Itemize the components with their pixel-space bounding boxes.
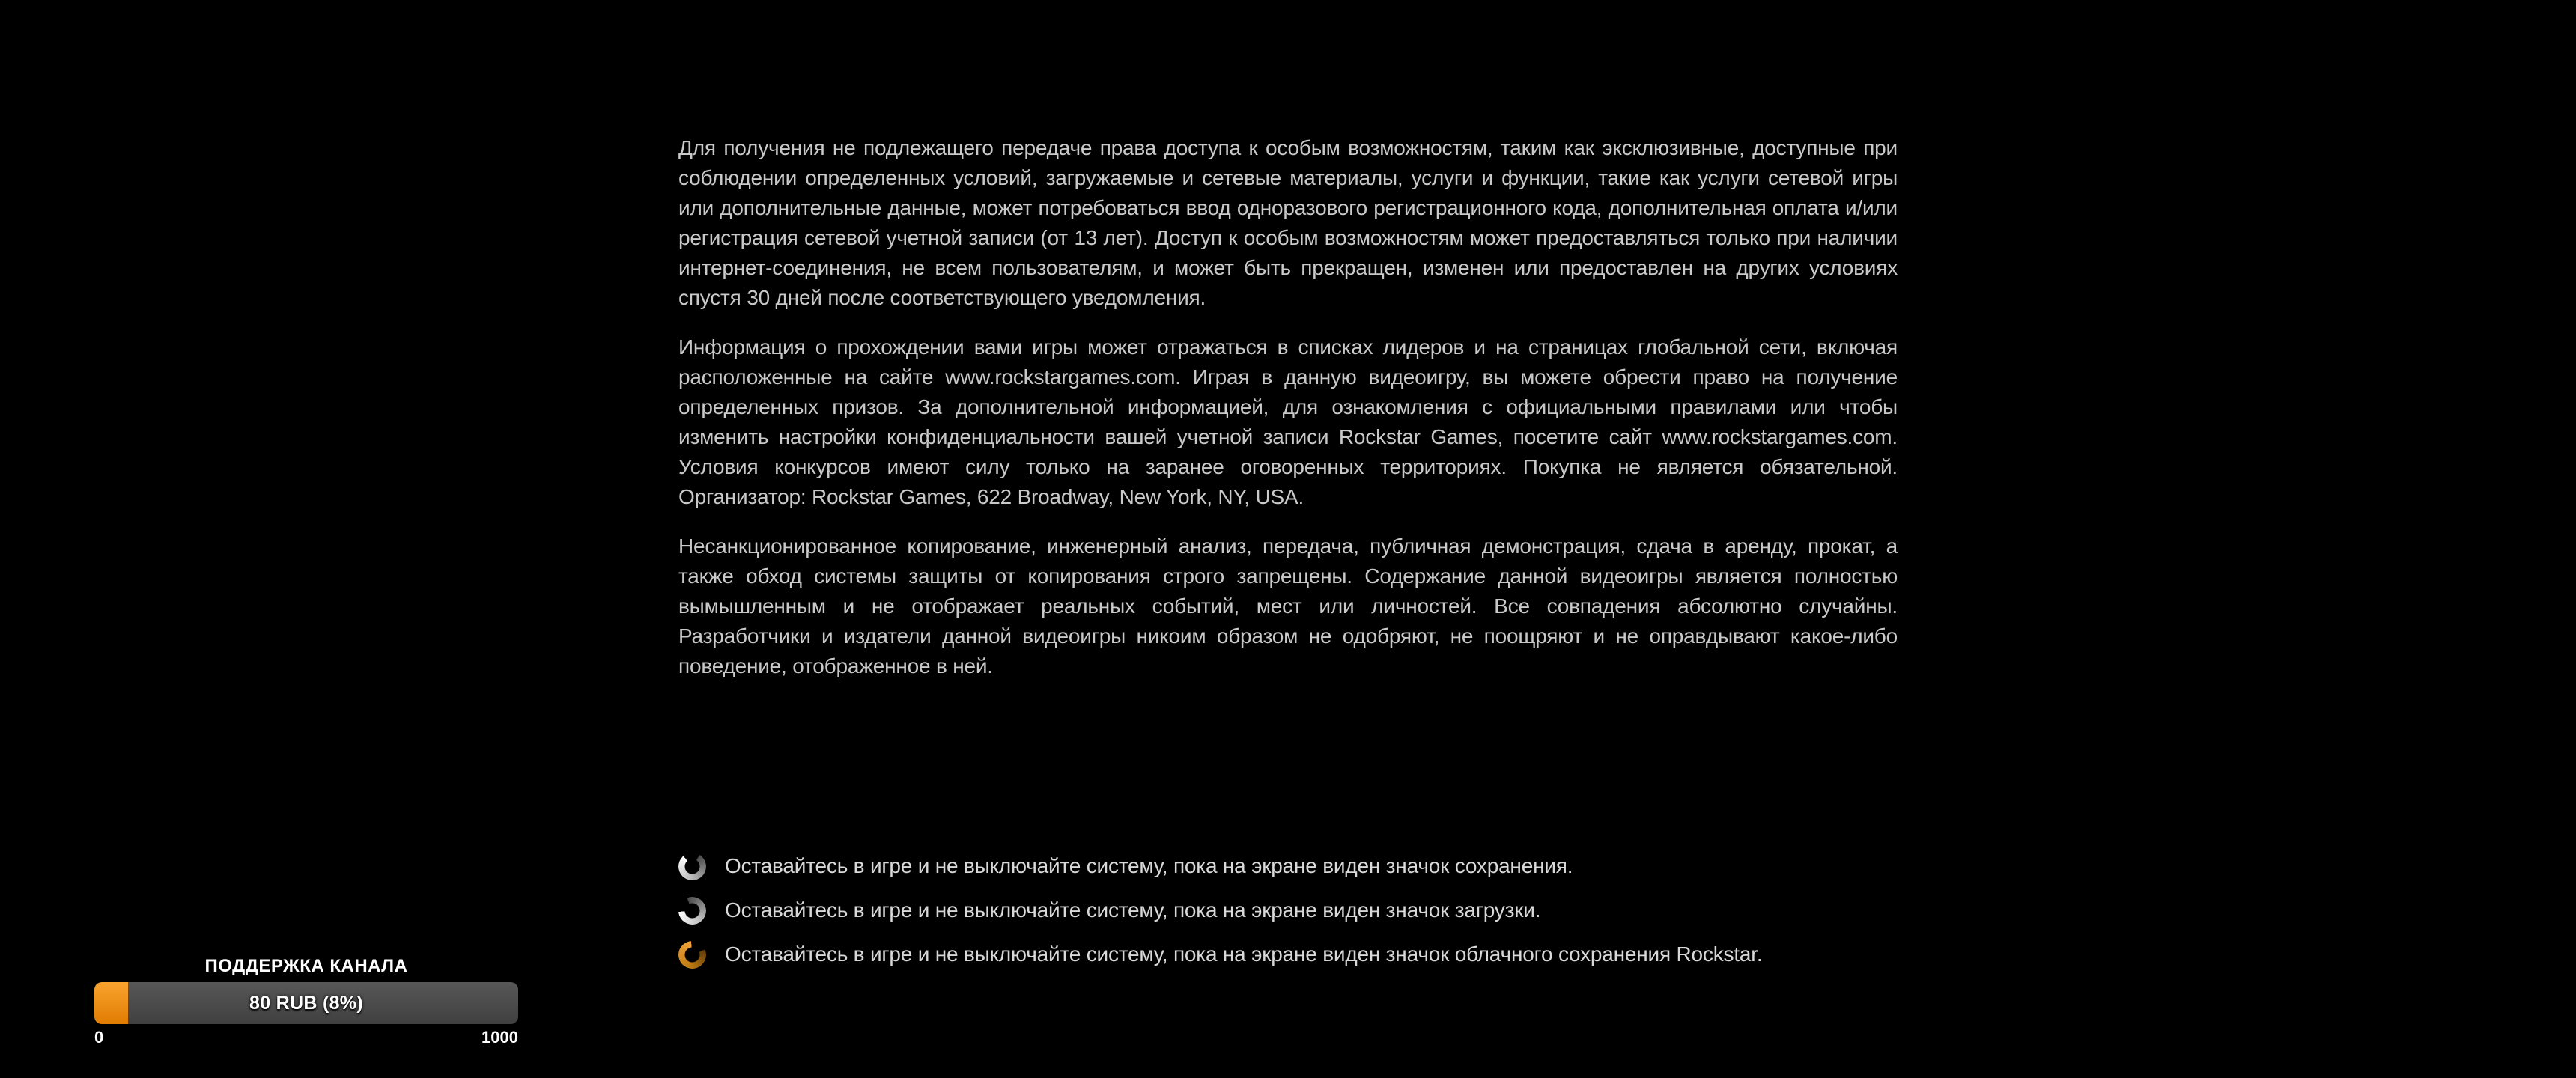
rockstar-cloud-save-spinner-icon <box>673 935 712 974</box>
donation-progress-label: 80 RUB (8%) <box>249 992 363 1014</box>
legal-text-block <box>678 133 1898 701</box>
notice-text: Оставайтесь в игре и не выключайте систему, пока на экране виден значок загрузки. <box>725 898 1541 922</box>
notice-text: Оставайтесь в игре и не выключайте систему, пока на экране виден значок облачного сохранения Rockstar. <box>725 943 1763 966</box>
donation-scale-min: 0 <box>94 1028 104 1047</box>
notice-row-cloud-save <box>678 940 1762 969</box>
donation-progress-bar <box>94 982 518 1024</box>
donation-scale-max: 1000 <box>482 1028 518 1047</box>
legal-paragraph: Несанкционированное копирование, инженерный анализ, передача, публичная демонстрация, сдача в аренду, прокат, а также обход системы защиты от копирования строго запрещены. Содержание данной видеоигры является полностью вымышленным и не отображает реальных событий, мест или личностей. Все совпадения абсолютно случайны. Разработчики и издатели данной видеоигры никоим образом не одобряют, не поощряют и не оправдывают какое-либо поведение, отображенное в ней. <box>678 535 1898 677</box>
donation-goal-widget <box>94 956 518 1047</box>
loading-spinner-icon <box>673 891 712 930</box>
legal-paragraph: Для получения не подлежащего передаче права доступа к особым возможностям, таким как эксклюзивные, доступные при соблюдении определенных условий, загружаемые и сетевые материалы, услуги и функции, такие как услуги сетевой игры или дополнительные данные, может потребоваться ввод одноразового регистрационного кода, дополнительная оплата и/или регистрация сетевой учетной записи (от 13 лет). Доступ к особым возможностям может предоставляться только при наличии интернет-соединения, не всем пользователям, и может быть прекращен, изменен или предоставлен на других условиях спустя 30 дней после соответствующего уведомления. <box>678 136 1898 309</box>
save-notices-block <box>678 852 1762 984</box>
save-spinner-icon <box>678 853 706 880</box>
donation-widget-title: ПОДДЕРЖКА КАНАЛА <box>204 956 408 976</box>
legal-paragraph: Информация о прохождении вами игры может отражаться в списках лидеров и на страницах глобальной сети, включая расположенные на сайте www.rockstargames.com. Играя в данную видеоигру, вы можете обрести право на получение определенных призов. За дополнительной информацией, для ознакомления с официальными правилами или чтобы изменить настройки конфиденциальности вашей учетной записи Rockstar Games, посетите сайт www.rockstargames.com. Условия конкурсов имеют силу только на заранее оговоренных территориях. Покупка не является обязательной. Организатор: Rockstar Games, 622 Broadway, New York, NY, USA. <box>678 335 1898 508</box>
notice-text: Оставайтесь в игре и не выключайте систему, пока на экране виден значок сохранения. <box>725 854 1573 877</box>
notice-row-loading <box>678 896 1762 925</box>
donation-scale <box>94 1028 518 1047</box>
notice-row-save <box>678 852 1762 880</box>
